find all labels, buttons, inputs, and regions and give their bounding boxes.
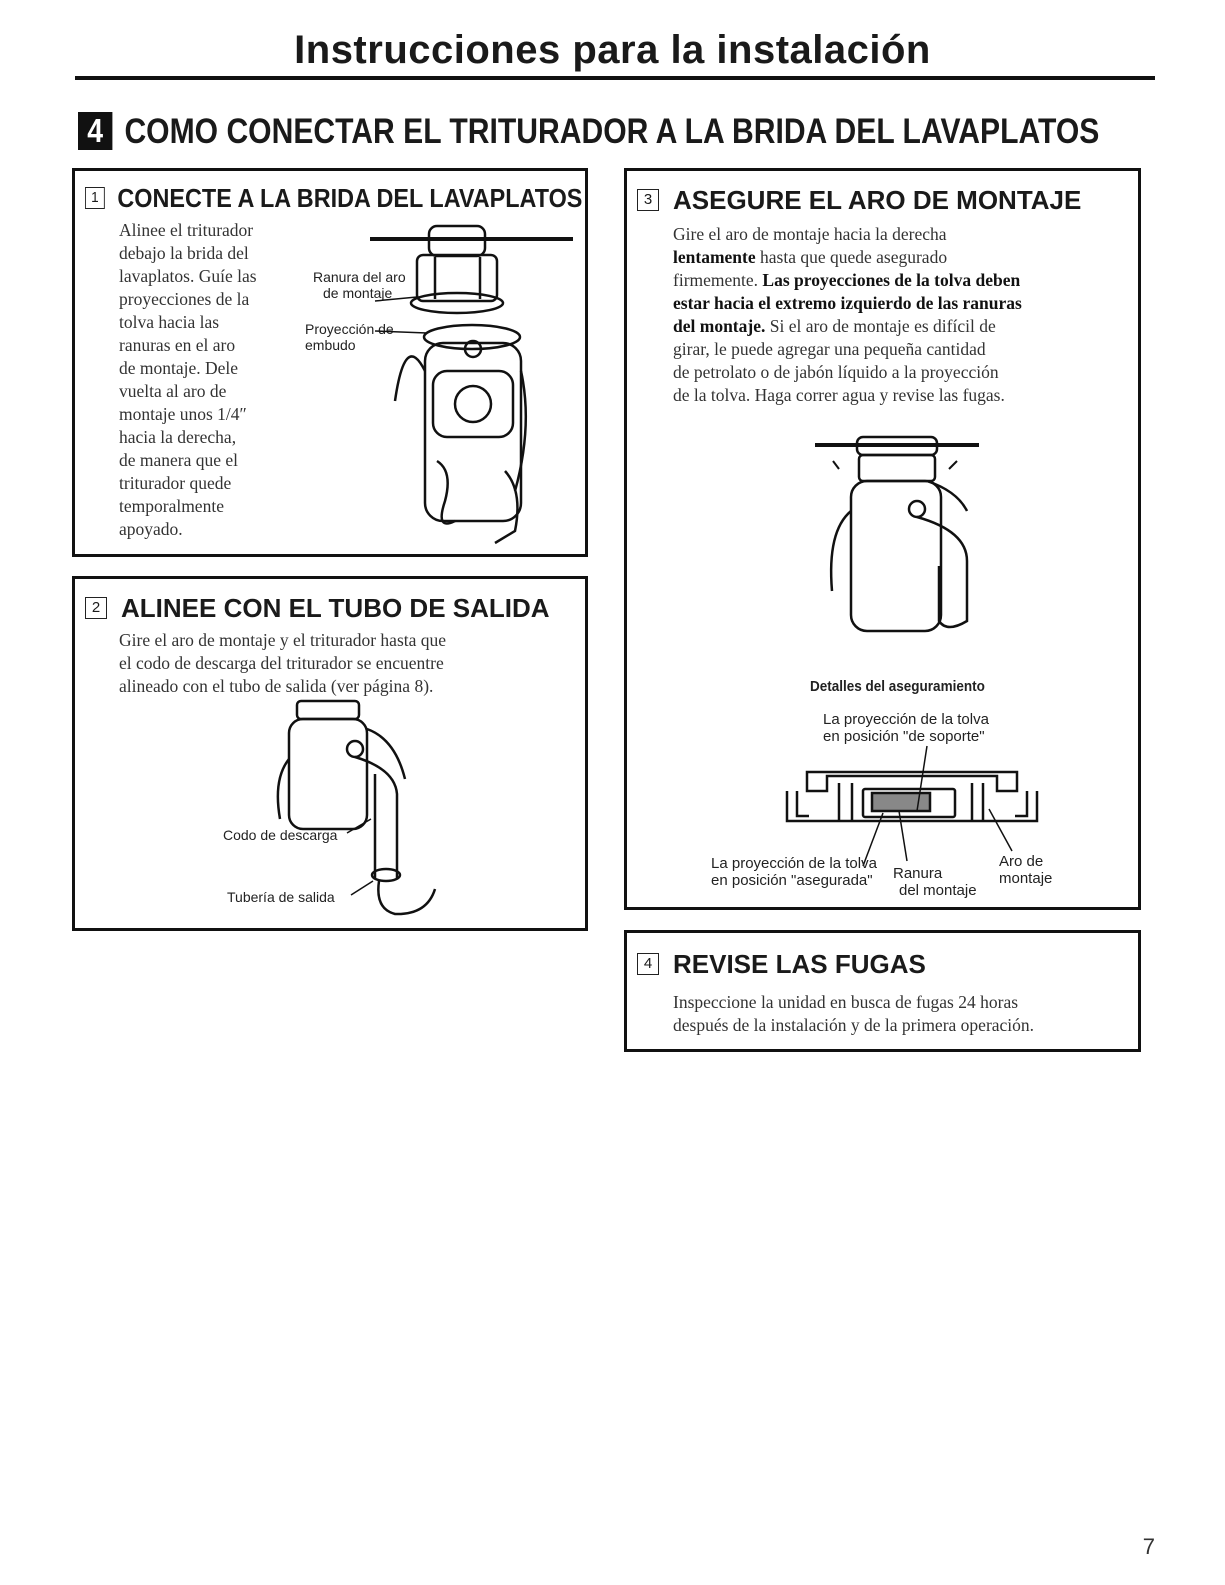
step1-line: tolva hacia las xyxy=(119,312,220,332)
step1-line: debajo la brida del xyxy=(119,243,249,263)
step1-line: de manera que el xyxy=(119,450,239,470)
step4-text xyxy=(673,991,1034,1037)
step1-line: ranuras en el aro xyxy=(119,335,236,355)
section-title: COMO CONECTAR EL TRITURADOR A LA BRIDA DEL LAVAPLATOS xyxy=(124,112,1100,151)
step4-line: después de la instalación y de la primera operación. xyxy=(673,1015,1035,1035)
step2-line: el codo de descarga del triturador se encuentre xyxy=(119,653,444,673)
step1-line: triturador quede xyxy=(119,473,232,493)
step1-line: Alinee el triturador xyxy=(119,220,254,240)
step2-box xyxy=(72,576,588,931)
step1-title: CONECTE A LA BRIDA DEL LAVAPLATOS xyxy=(117,183,583,213)
step1-line: vuelta al aro de xyxy=(119,381,227,401)
step3-number: 3 xyxy=(637,189,659,211)
step1-line: proyecciones de la xyxy=(119,289,250,309)
label-discharge-elbow: Codo de descarga xyxy=(223,827,338,843)
step1-line: de montaje. Dele xyxy=(119,358,239,378)
step1-line: apoyado. xyxy=(119,519,183,539)
label-ring-slot: Ranura del aro de montaje xyxy=(313,269,406,301)
label-support-position: La proyección de la tolva en posición "de soporte" xyxy=(823,711,989,745)
label-outlet-pipe: Tubería de salida xyxy=(227,889,335,905)
section-number: 4 xyxy=(78,112,112,150)
step1-number: 1 xyxy=(85,187,105,209)
step4-box xyxy=(624,930,1141,1052)
label-mount-slot: Ranura del montaje xyxy=(893,865,977,899)
step4-number: 4 xyxy=(637,953,659,975)
step1-line: temporalmente xyxy=(119,496,224,516)
step1-box xyxy=(72,168,588,557)
step1-line: hacia la derecha, xyxy=(119,427,237,447)
step3-box xyxy=(624,168,1141,910)
step4-line: Inspeccione la unidad en busca de fugas 24 horas xyxy=(673,992,1019,1012)
outlet-pipe-illustration xyxy=(75,579,591,934)
locking-detail-illustration xyxy=(627,171,1144,913)
disposer-mount-illustration xyxy=(75,171,591,560)
detail-title: Detalles del aseguramiento xyxy=(810,678,985,695)
page-title: Instrucciones para la instalación xyxy=(294,28,931,72)
step1-line: lavaplatos. Guíe las xyxy=(119,266,257,286)
label-projection: Proyección de embudo xyxy=(305,321,394,353)
step3-text: Gire el aro de montaje hacia la derecha lentamente hasta que quede asegurado firmemente. Las proyecciones de la tolva deben estar hacia el extremo izquierdo de las ranuras del montaje. Si el aro de montaje es difícil de girar, le puede agregar una pequeña cantidad de petrolato o de jabón líquido a la proyección de la tolva. Haga correr agua y revise las fugas. xyxy=(673,224,1022,405)
step3-title: ASEGURE EL ARO DE MONTAJE xyxy=(673,185,1082,215)
title-rule xyxy=(75,76,1155,80)
page-number: 7 xyxy=(1142,1534,1155,1559)
step2-number: 2 xyxy=(85,597,107,619)
section-heading xyxy=(78,112,1099,152)
step4-title: REVISE LAS FUGAS xyxy=(673,949,926,979)
step2-title: ALINEE CON EL TUBO DE SALIDA xyxy=(121,593,550,623)
step2-line: Gire el aro de montaje y el triturador hasta que xyxy=(119,630,447,650)
step2-line: alineado con el tubo de salida (ver página 8). xyxy=(119,676,434,696)
step4-heading xyxy=(637,949,926,980)
label-secured-position: La proyección de la tolva en posición "asegurada" xyxy=(711,855,877,889)
step1-line: montaje unos 1/4″ xyxy=(119,404,247,424)
label-mount-ring: Aro de montaje xyxy=(999,853,1053,887)
